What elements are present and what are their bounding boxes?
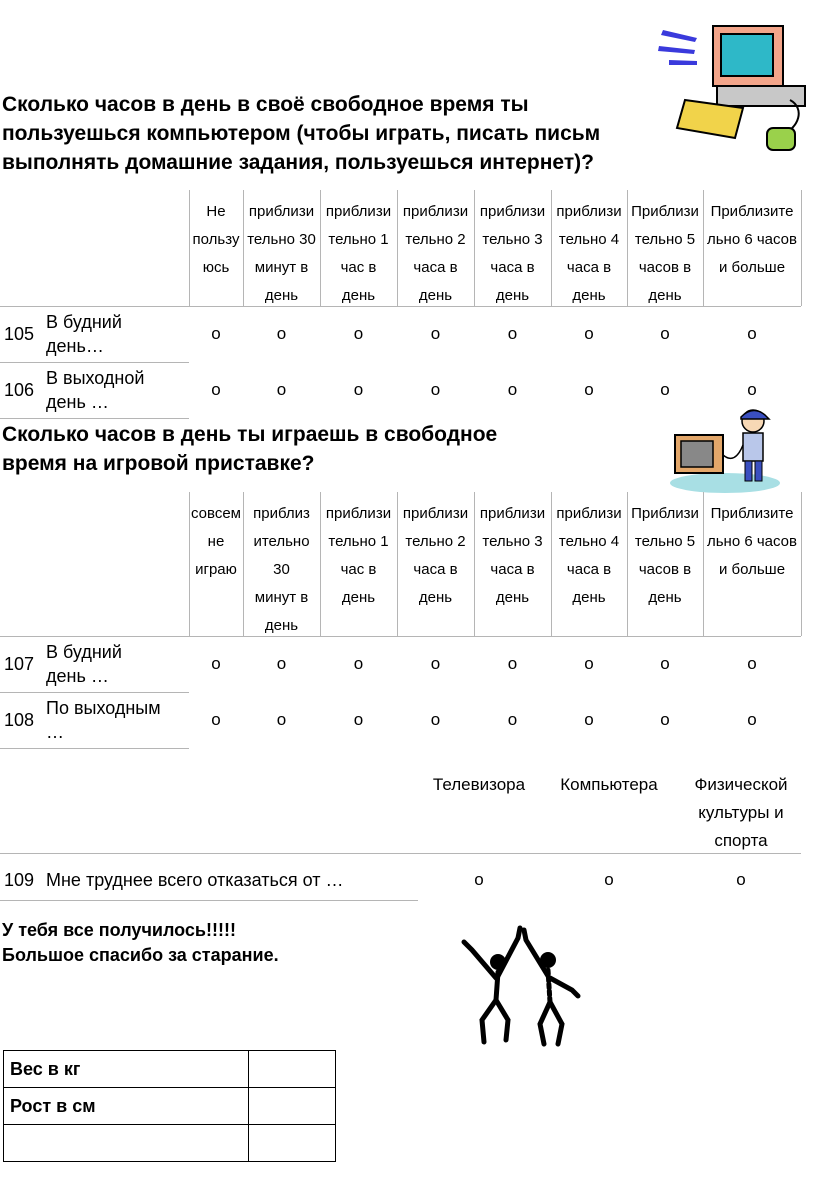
section2-title: Сколько часов в день ты играешь в свободное время на игровой приставке? [2,423,498,475]
column-header: приблизи тельно 30 минут в день [247,203,316,304]
header-bottom-line [0,636,801,637]
section1-title: Сколько часов в день в своё свободное время ты пользуешься компьютером (чтобы играть, писать письм выполнять домашние задания, пользуешься интернет)? [2,93,601,174]
column-header: приблизи тельно 2 часа в день [402,505,469,606]
column-header: приблизи тельно 1 час в день [325,505,392,606]
question-text: По выходным … [46,698,161,742]
header-bottom-line [0,853,801,854]
answer-option-radio[interactable]: о [660,324,670,343]
column-divider [801,190,802,306]
answer-option-radio[interactable]: о [430,654,441,673]
answer-option-radio[interactable]: о [276,654,287,673]
column-divider [801,492,802,636]
column-header: приблизи тельно 4 часа в день [556,203,622,304]
measurement-value-field[interactable] [249,1088,336,1125]
column-header: Приблизите льно 6 часов и больше [706,505,797,578]
column-header: совсем не играю [191,505,241,578]
row-divider [0,748,189,749]
column-header: Физической культуры и спорта [694,775,788,850]
question-text: В будний день … [46,642,122,686]
row-divider [0,362,189,363]
column-header: Приблизи тельно 5 часов в день [631,203,699,304]
measurements-table [3,1050,336,1162]
answer-option-radio[interactable]: о [507,324,518,343]
answer-option-radio[interactable]: о [747,654,757,673]
measurement-value-field[interactable] [249,1125,336,1162]
answer-option-radio[interactable]: о [430,380,441,399]
answer-option-radio[interactable]: о [584,654,594,673]
computer-clipart-icon [655,8,815,158]
answer-option-radio[interactable]: о [276,324,287,343]
question-number: 106 [4,380,35,400]
measurement-label: Рост в см [4,1088,249,1125]
answer-option-radio[interactable]: о [211,380,221,399]
measurement-value-field[interactable] [249,1051,336,1088]
answer-option-radio[interactable]: о [211,324,221,343]
question-text: В будний день… [46,312,122,356]
measurement-row [4,1125,336,1162]
column-header: приблизи тельно 1 час в день [325,203,392,304]
answer-option-radio[interactable]: о [747,324,757,343]
answer-option-radio[interactable]: о [507,710,518,729]
answer-option-radio[interactable]: о [747,380,757,399]
answer-option-radio[interactable]: о [474,870,484,889]
answer-option-radio[interactable]: о [507,654,518,673]
answer-option-radio[interactable]: о [507,380,518,399]
question-number: 109 [4,870,35,890]
row-divider [0,900,418,901]
question-number: 107 [4,654,35,674]
answer-option-radio[interactable]: о [353,380,364,399]
question-text: В выходной день … [46,368,145,412]
answer-option-radio[interactable]: о [660,380,670,399]
answer-option-radio[interactable]: о [211,654,221,673]
column-header: Не пользу юсь [192,203,240,276]
column-header: приблизи тельно 3 часа в день [479,505,546,606]
dancing-figures-clipart-icon [452,920,592,1055]
answer-option-radio[interactable]: о [584,380,594,399]
answer-option-radio[interactable]: о [211,710,221,729]
measurement-row [4,1051,336,1088]
row-divider [0,418,189,419]
answer-option-radio[interactable]: о [353,324,364,343]
question-number: 108 [4,710,35,730]
column-header: приблизи тельно 3 часа в день [479,203,546,304]
answer-option-radio[interactable]: о [430,324,441,343]
measurement-row [4,1088,336,1125]
answer-option-radio[interactable]: о [276,710,287,729]
row-divider [0,692,189,693]
column-header: приблиз ительно 30 минут в день [253,505,310,634]
answer-option-radio[interactable]: о [353,654,364,673]
question-text: Мне труднее всего отказаться от … [46,870,344,890]
answer-option-radio[interactable]: о [660,654,670,673]
column-header: Компьютера [560,775,658,794]
answer-option-radio[interactable]: о [276,380,287,399]
answer-option-radio[interactable]: о [353,710,364,729]
column-header: приблизи тельно 2 часа в день [402,203,469,304]
measurement-label: Вес в кг [4,1051,249,1088]
answer-option-radio[interactable]: о [430,710,441,729]
answer-option-radio[interactable]: о [584,324,594,343]
column-header: приблизи тельно 4 часа в день [556,505,622,606]
question-number: 105 [4,324,35,344]
answer-option-radio[interactable]: о [604,870,614,889]
thanks-message: У тебя все получилось!!!!! Большое спасибо за старание. [2,920,279,965]
answer-option-radio[interactable]: о [660,710,670,729]
column-header: Приблизите льно 6 часов и больше [706,203,797,276]
boy-playing-console-clipart-icon [665,405,785,495]
column-header: Приблизи тельно 5 часов в день [631,505,699,606]
answer-option-radio[interactable]: о [584,710,594,729]
measurement-label [4,1125,249,1162]
answer-option-radio[interactable]: о [747,710,757,729]
answer-option-radio[interactable]: о [736,870,746,889]
column-header: Телевизора [432,775,526,794]
